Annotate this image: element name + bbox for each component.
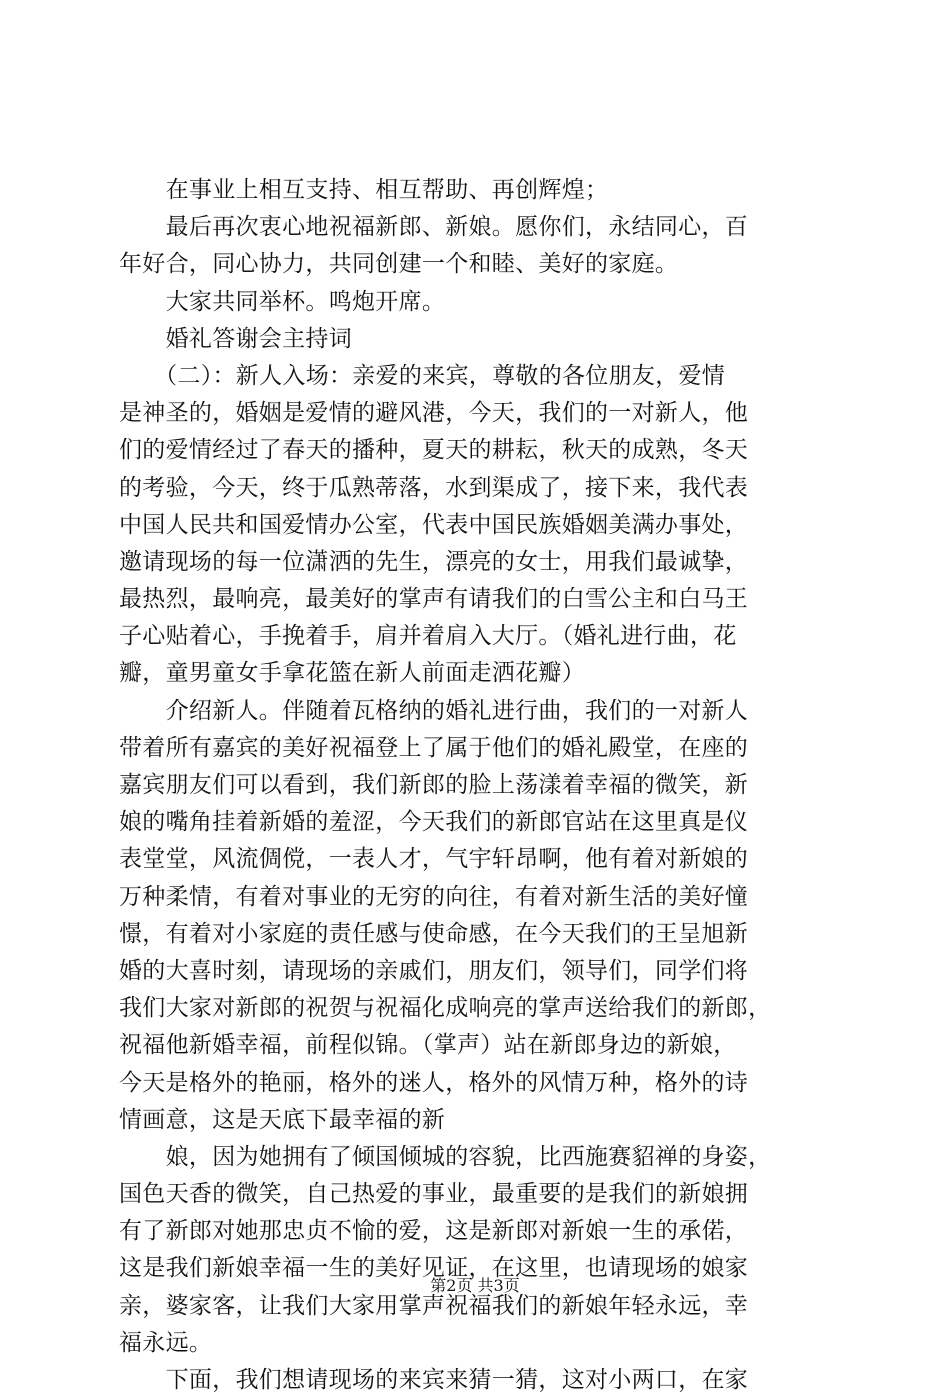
text-line: 瓣，童男童女手拿花篮在新人前面走洒花瓣） [119,660,585,687]
text-line: 表堂堂，风流倜傥，一表人才，气宇轩昂啊，他有着对新娘的 [119,846,749,873]
text-line: 祝福他新婚幸福，前程似锦。（掌声）站在新郎身边的新娘， [119,1032,737,1059]
text-line: 中国人民共和国爱情办公室，代表中国民族婚姻美满办事处， [119,511,749,538]
text-line: 在事业上相互支持、相互帮助、再创辉煌； [119,177,609,203]
document-body [119,172,833,1399]
text-line: 我们大家对新郎的祝贺与祝福化成响亮的掌声送给我们的新郎， [119,995,772,1022]
text-line: （二）：新人入场：亲爱的来宾，尊敬的各位朋友，爱情 [119,362,726,389]
page-footer [0,1276,950,1296]
text-line: 们的爱情经过了春天的播种，夏天的耕耘，秋天的成熟，冬天 [119,437,749,464]
text-line: 娘的嘴角挂着新婚的羞涩，今天我们的新郎官站在这里真是仪 [119,809,749,836]
text-line: 这是我们新娘幸福一生的美好见证，在这里，也请现场的娘家 [119,1255,749,1282]
text-line: 亲，婆家客，让我们大家用掌声祝福我们的新娘年轻永远，幸 [119,1292,749,1319]
text-line: 国色天香的微笑，自己热爱的事业，最重要的是我们的新娘拥 [119,1181,749,1208]
text-line: 娘，因为她拥有了倾国倾城的容貌，比西施赛貂禅的身姿， [119,1143,772,1170]
text-line: 最后再次衷心地祝福新郎、新娘。愿你们，永结同心，百 [119,214,749,241]
page-number: 第2页 共3页 [430,1276,520,1295]
text-line: 有了新郎对她那忠贞不愉的爱，这是新郎对新娘一生的承偌， [119,1218,749,1245]
text-line: 介绍新人。伴随着瓦格纳的婚礼进行曲，我们的一对新人 [119,697,749,724]
text-line: 福永远。 [119,1329,213,1356]
text-line: 最热烈，最响亮，最美好的掌声有请我们的白雪公主和白马王 [119,586,749,613]
text-line: 情画意，这是天底下最幸福的新 [119,1106,446,1133]
text-line: 大家共同举杯。鸣炮开席。 [119,288,446,315]
text-line: 年好合，同心协力，共同创建一个和睦、美好的家庭。 [119,251,679,278]
text-line: 子心贴着心，手挽着手，肩并着肩入大厅。（婚礼进行曲，花 [119,623,737,650]
text-line: 的考验，今天，终于瓜熟蒂落，水到渠成了，接下来，我代表 [119,474,749,501]
text-line: 带着所有嘉宾的美好祝福登上了属于他们的婚礼殿堂，在座的 [119,734,749,761]
text-line: 万种柔情，有着对事业的无穷的向往，有着对新生活的美好憧 [119,883,749,910]
text-line: 憬，有着对小家庭的责任感与使命感，在今天我们的王呈旭新 [119,920,749,947]
text-line: 是神圣的，婚姻是爱情的避风港，今天，我们的一对新人，他 [119,400,749,427]
section-heading: 婚礼答谢会主持词 [119,325,352,352]
text-line: 下面，我们想请现场的来宾来猜一猜，这对小两口，在家 [119,1367,749,1393]
text-line: 婚的大喜时刻，请现场的亲戚们，朋友们，领导们，同学们将 [119,957,749,984]
text-line: 嘉宾朋友们可以看到，我们新郎的脸上荡漾着幸福的微笑，新 [119,772,749,798]
text-line: 邀请现场的每一位潇洒的先生，漂亮的女士，用我们最诚挚， [119,548,749,575]
text-line: 今天是格外的艳丽，格外的迷人，格外的风情万种，格外的诗 [119,1069,749,1096]
